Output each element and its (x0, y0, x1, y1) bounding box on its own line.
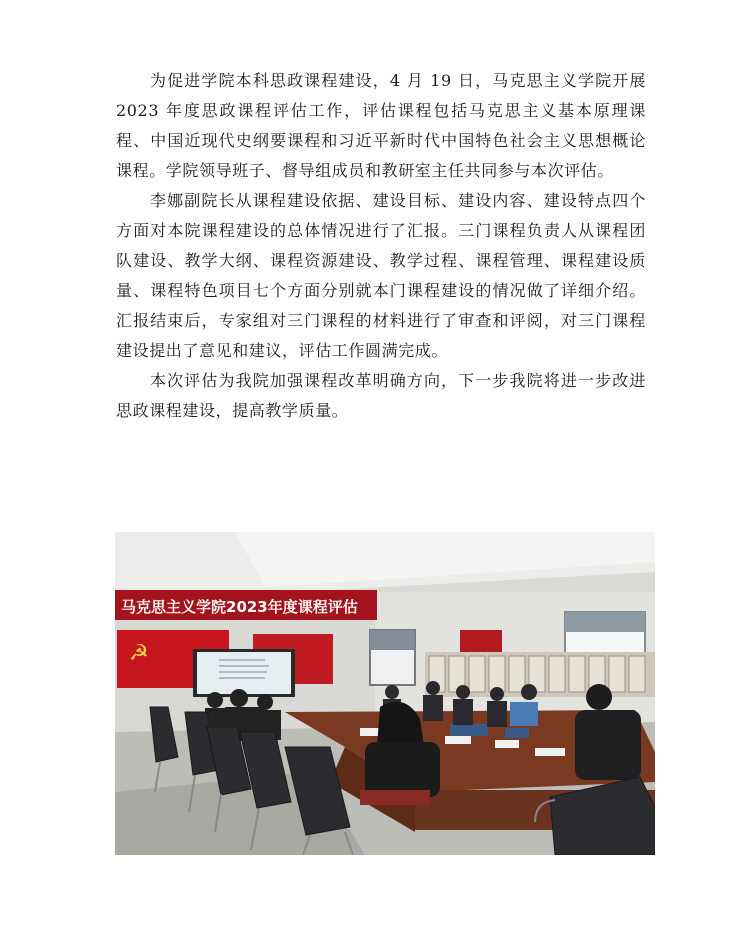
article-body (116, 66, 646, 426)
svg-text:☭: ☭ (129, 641, 149, 666)
paragraph-1: 为促进学院本科思政课程建设，4 月 19 日，马克思主义学院开展 2023 年度思政课程评估工作，评估课程包括马克思主义基本原理课程、中国近现代史纲要课程和习近平新时代中国特色社会主义思想概论课程。学院领导班子、督导组成员和教研室主任共同参与本次评估。 (116, 71, 646, 180)
paragraph-3: 本次评估为我院加强课程改革明确方向，下一步我院将进一步改进思政课程建设，提高教学质量。 (116, 371, 646, 420)
paragraph-2: 李娜副院长从课程建设依据、建设目标、建设内容、建设特点四个方面对本院课程建设的总体情况进行了汇报。三门课程负责人从课程团队建设、教学大纲、课程资源建设、教学过程、课程管理、课程建设质量、课程特色项目七个方面分别就本门课程建设的情况做了详细介绍。汇报结束后，专家组对三门课程的材料进行了审查和评阅，对三门课程建设提出了意见和建议，评估工作圆满完成。 (116, 191, 646, 360)
meeting-photo (115, 532, 655, 855)
banner-text: 马克思主义学院2023年度课程评估 (121, 598, 358, 616)
